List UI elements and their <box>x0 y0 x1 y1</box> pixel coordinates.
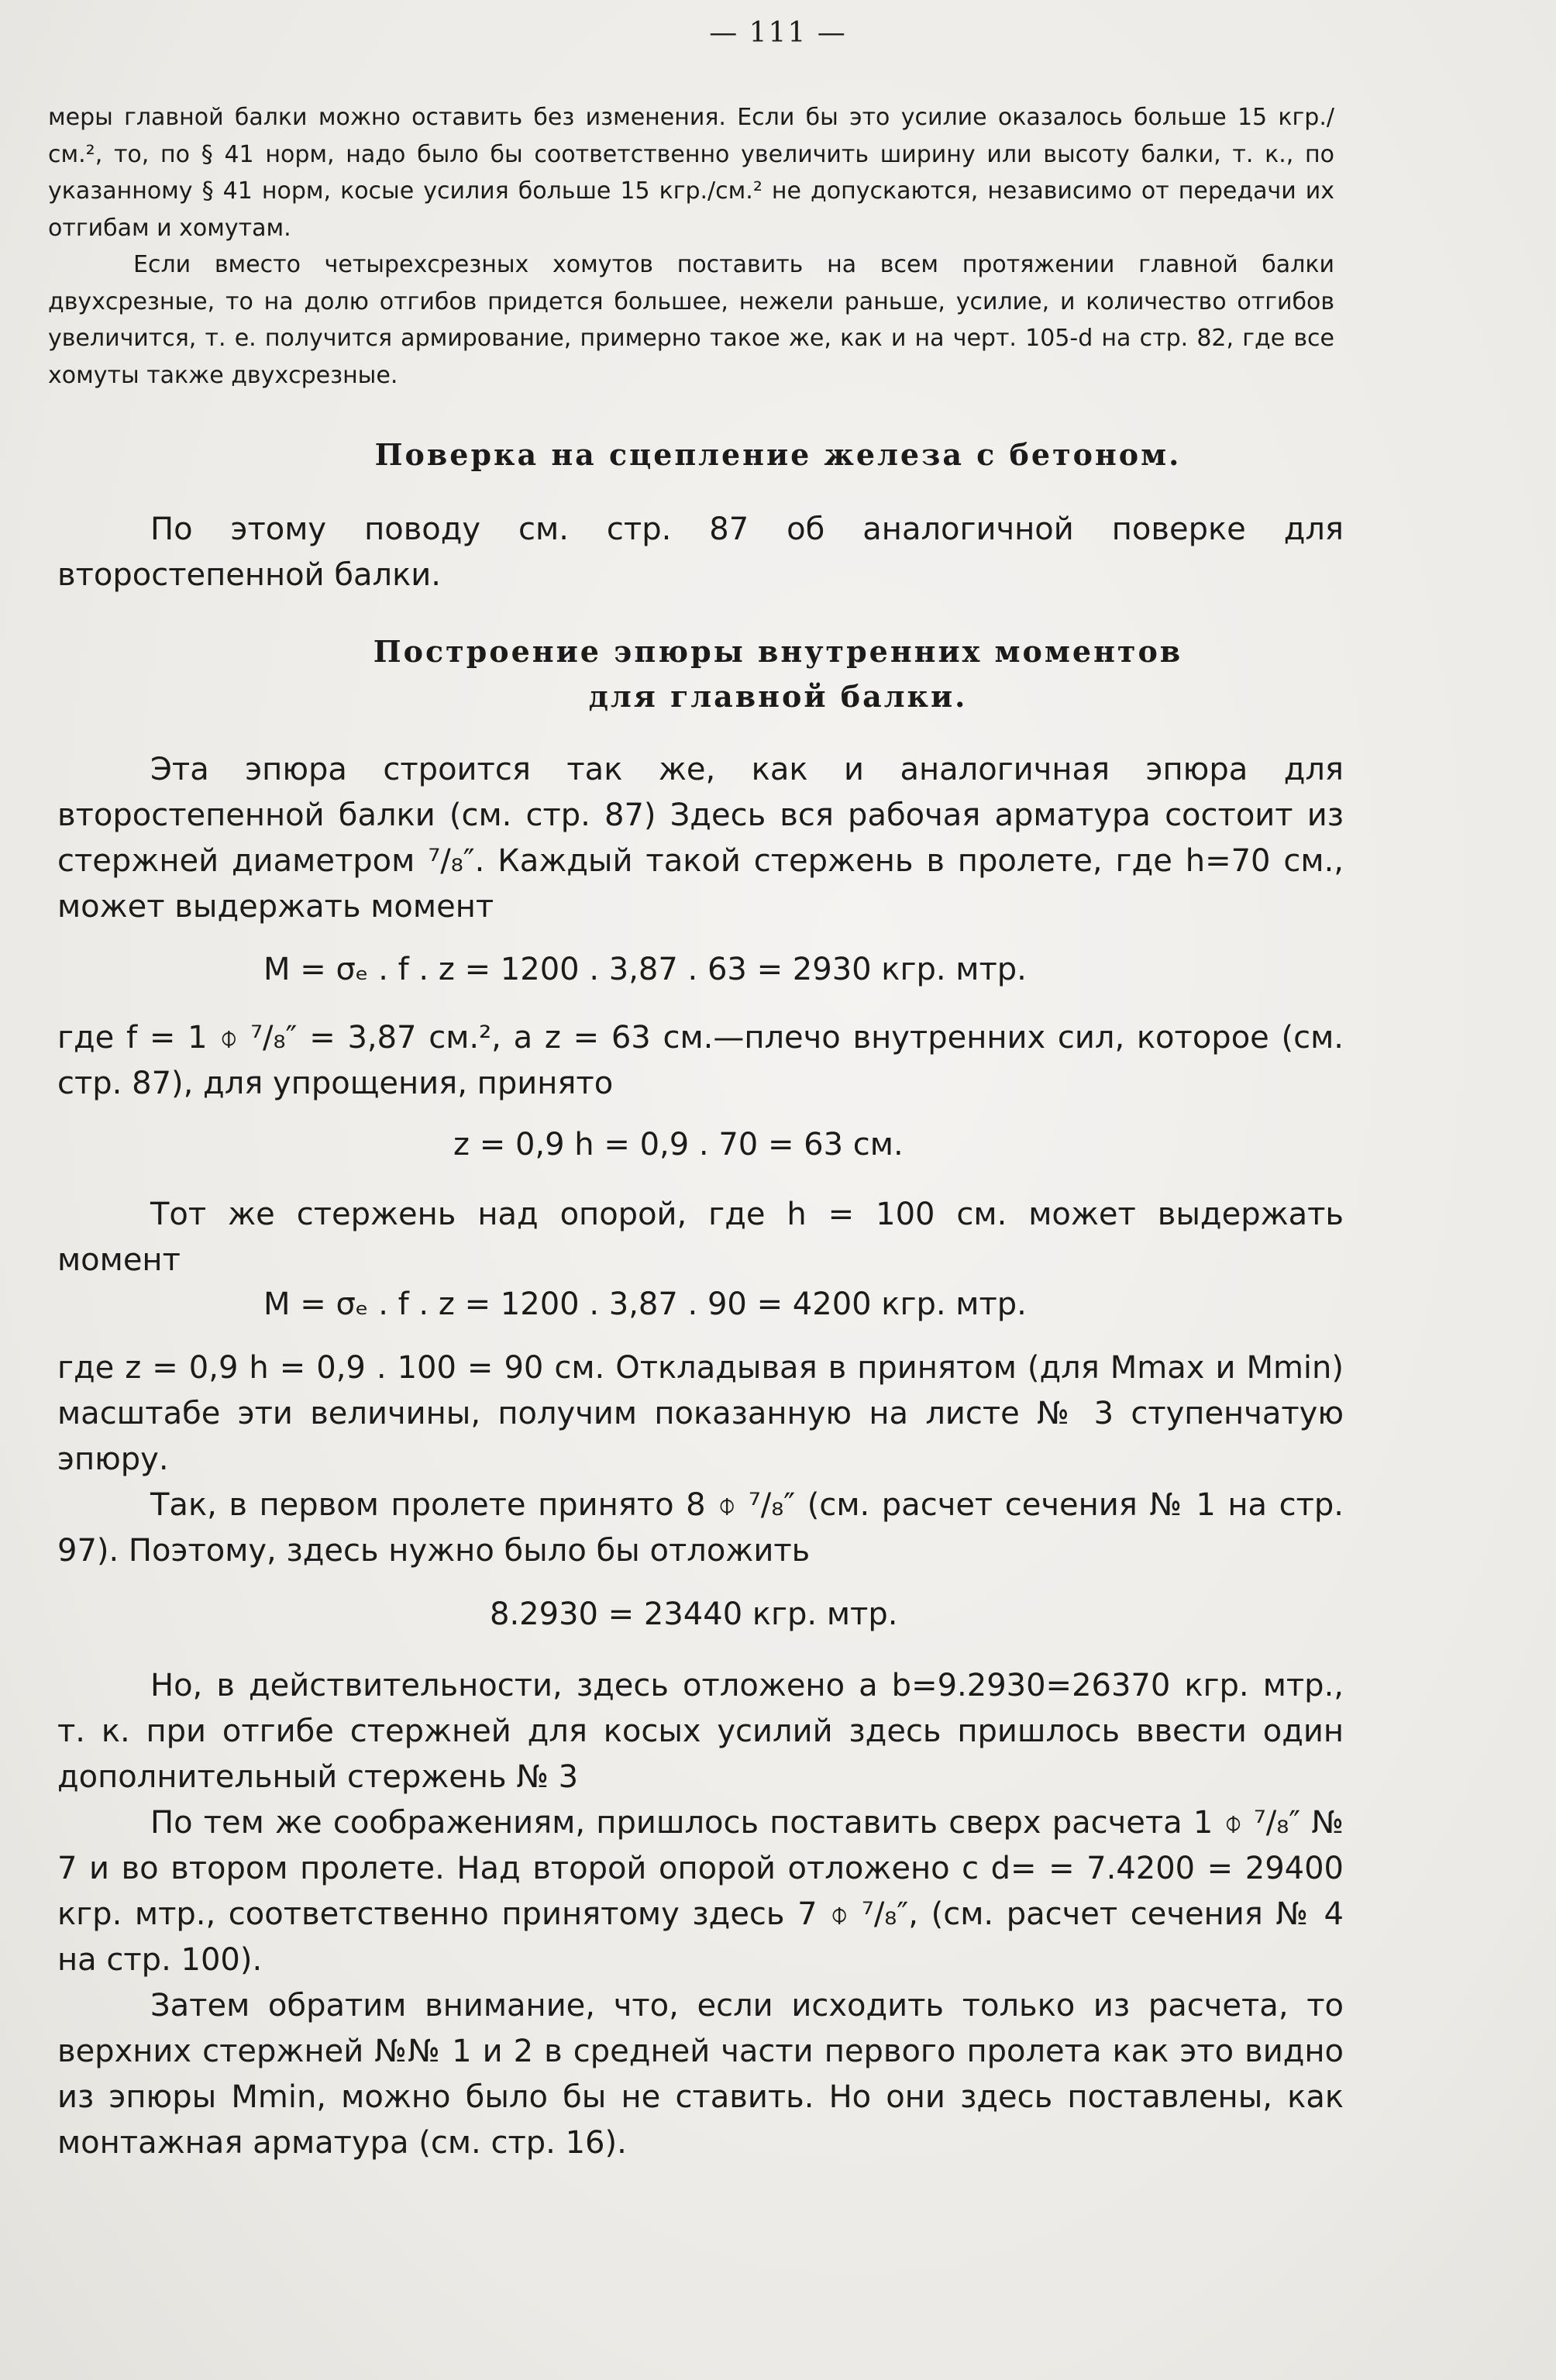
paragraph-block-bond <box>57 507 1344 598</box>
equation-1: M = σₑ . f . z = 1200 . 3,87 . 63 = 2930 кгр. мтр. <box>263 952 1027 987</box>
paragraph-8: Так, в первом пролете принято 8 ⌽ ⁷/₈″ (см. расчет сечения № 1 на стр. 97). Поэтому, здесь нужно было бы отложить <box>57 1487 1344 1569</box>
paragraph-block-small <box>48 99 1334 394</box>
paragraph-7: где z = 0,9 h = 0,9 . 100 = 90 см. Откладывая в принятом (для Mmax и Mmin) масштабе эти величины, получим показанную на листе № 3 ступенчатую эпюру. <box>57 1350 1344 1477</box>
equation-3: M = σₑ . f . z = 1200 . 3,87 . 90 = 4200 кгр. мтр. <box>263 1286 1027 1322</box>
paragraph-2: Если вместо четырехсрезных хомутов поставить на всем протяжении главной балки двухсрезные, то на долю отгибов придется большее, нежели раньше, усилие, и количество отгибов увеличится, т. е. получится армирование, примерно такое же, как и на черт. 105-d на стр. 82, где все хомуты также двухсрезные. <box>48 251 1334 389</box>
paragraph-10: По тем же соображениям, пришлось поставить сверх расчета 1 ⌽ ⁷/₈″ № 7 и во втором пролете. Над второй опорой отложено c d= = 7.4200 = 29400 кгр. мтр., соответственно принятому здесь 7 ⌽ ⁷/₈″, (см. расчет сечения № 4 на стр. 100). <box>57 1805 1344 1978</box>
paragraph-block-9 <box>57 1663 1344 2166</box>
paragraph-block-5 <box>57 1015 1344 1107</box>
equation-4: 8.2930 = 23440 кгр. мтр. <box>490 1596 898 1632</box>
paragraph-11: Затем обратим внимание, что, если исходить только из расчета, то верхних стержней №№ 1 и 2 в средней части первого пролета как это видно из эпюры Mmin, можно было бы не ставить. Но они здесь поставлены, как монтажная арматура (см. стр. 16). <box>57 1988 1344 2161</box>
page-number: — 111 — <box>709 17 847 49</box>
paragraph-block-diagram <box>57 747 1344 930</box>
paragraph-6: Тот же стержень над опорой, где h = 100 см. может выдержать момент <box>57 1197 1344 1278</box>
section-heading-bond-check: Поверка на сцепление железа с бетоном. <box>374 437 1182 472</box>
paragraph-block-6 <box>57 1192 1344 1283</box>
section-heading-moment-diagram-line2: для главной балки. <box>588 679 968 714</box>
paragraph-block-7 <box>57 1345 1344 1574</box>
paragraph-9: Но, в действительности, здесь отложено a b=9.2930=26370 кгр. мтр., т. к. при отгибе стержней для косых усилий здесь пришлось ввести один дополнительный стержень № 3 <box>57 1668 1344 1795</box>
equation-2: z = 0,9 h = 0,9 . 70 = 63 см. <box>453 1127 904 1162</box>
paragraph-5: где f = 1 ⌽ ⁷/₈″ = 3,87 см.², а z = 63 см.—плечо внутренних сил, которое (см. стр. 87), для упрощения, принято <box>57 1020 1344 1101</box>
paragraph-3: По этому поводу см. стр. 87 об аналогичной поверке для второстепенной балки. <box>57 511 1344 593</box>
paragraph-1: меры главной балки можно оставить без изменения. Если бы это усилие оказалось больше 15 кгр./см.², то, по § 41 норм, надо было бы соответственно увеличить ширину или высоту балки, т. к., по указанному § 41 норм, косые усилия больше 15 кгр./см.² не допускаются, независимо от передачи их отгибам и хомутам. <box>48 104 1334 242</box>
paragraph-4: Эта эпюра строится так же, как и аналогичная эпюра для второстепенной балки (см. стр. 87) Здесь вся рабочая арматура состоит из стержней диаметром ⁷/₈″. Каждый такой стержень в пролете, где h=70 см., может выдержать момент <box>57 752 1344 925</box>
section-heading-moment-diagram: Построение эпюры внутренних моментов <box>373 634 1183 669</box>
